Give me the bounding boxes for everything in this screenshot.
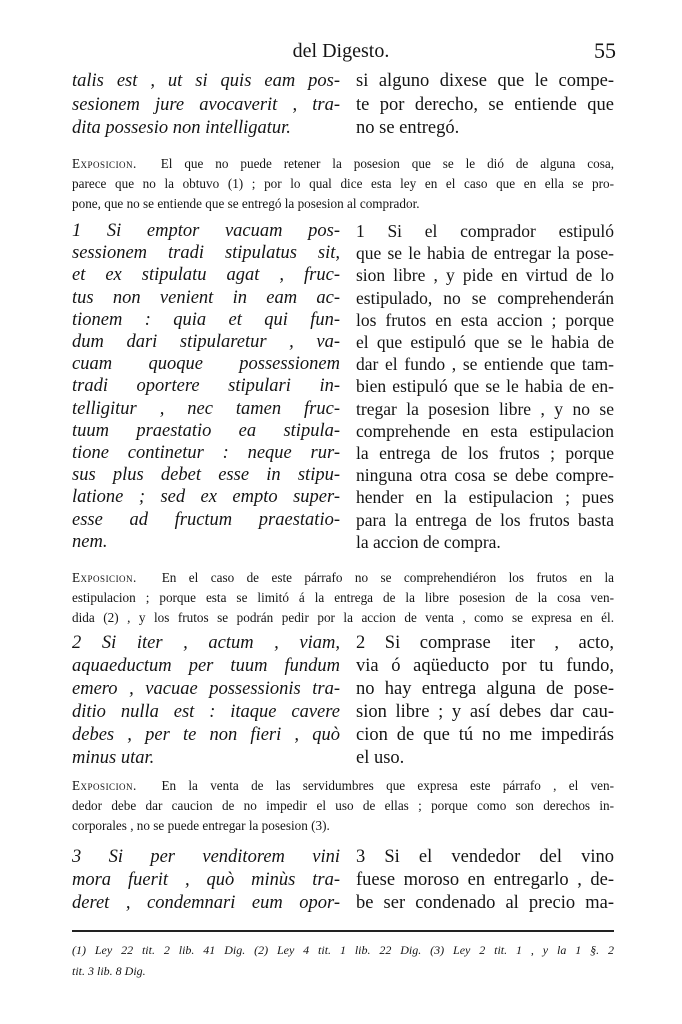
exposicion-label: Exposicion. <box>72 778 137 793</box>
spanish-line: comprehende en esta estipulacion <box>356 420 614 441</box>
spanish-line: te por derecho, se entiende que <box>356 94 614 115</box>
latin-column <box>72 632 340 770</box>
exposicion-line: dedor debe dar caucion de no impedir el uso de ellas ; porque como son derechos in- <box>72 798 614 813</box>
latin-line: esse ad fructum praestatio- <box>72 509 340 530</box>
exposicion-3 <box>72 776 614 836</box>
latin-line: sessionem tradi stipulatus sit, <box>72 243 340 264</box>
spanish-line: no se entregó. <box>356 118 460 138</box>
footnote-divider <box>72 930 614 932</box>
exposicion-label: Exposicion. <box>72 156 137 171</box>
latin-line: tionem : quia et qui fun- <box>72 309 340 330</box>
spanish-line: no hay entrega alguna de pose- <box>356 679 614 699</box>
latin-line: debes , per te non fieri , quò <box>72 725 340 745</box>
exposicion-line: dida (2) , y los frutos se podrán pedir por la accion de venta , como se expresa en él. <box>72 610 614 625</box>
spanish-line: 2 Si comprase iter , acto, <box>356 633 614 653</box>
section-3 <box>72 846 614 918</box>
spanish-column <box>356 846 614 915</box>
exposicion-label: Exposicion. <box>72 570 137 585</box>
latin-column <box>72 846 340 915</box>
latin-line: 2 Si iter , actum , viam, <box>72 633 340 653</box>
spanish-line: tregar la posesion libre , y no se <box>356 398 614 419</box>
spanish-line: fuese moroso en entregarlo , de- <box>356 870 614 890</box>
latin-line: deret , condemnari eum opor- <box>72 893 340 913</box>
spanish-line: sion libre , y pide en virtud de lo <box>356 265 614 286</box>
spanish-line: que se le habia de entregar la pose- <box>356 243 614 264</box>
exposicion-line: Exposicion. El que no puede retener la posesion que se le dió de alguna cosa, <box>72 156 614 171</box>
spanish-line: cion de que tú no me impedirás <box>356 725 614 745</box>
exposicion-line: corporales , no se puede entregar la posesion (3). <box>72 818 330 833</box>
page-number: 55 <box>594 38 616 63</box>
latin-line: cuam quoque possessionem <box>72 354 340 375</box>
spanish-line: hender en la estipulacion ; pues <box>356 487 614 508</box>
text-block-continuation <box>72 70 614 142</box>
spanish-line: ninguna otra cosa se debe compre- <box>356 465 614 486</box>
spanish-line: el que estipuló que se le habia de <box>356 332 614 353</box>
latin-line: telligitur , nec tamen fruc- <box>72 398 340 419</box>
spanish-line: el uso. <box>356 748 405 768</box>
latin-line: latione ; sed ex empto super- <box>72 487 340 508</box>
latin-line: mora fuerit , quò minùs tra- <box>72 870 340 890</box>
spanish-column <box>356 632 614 770</box>
section-2 <box>72 632 614 772</box>
latin-line: talis est , ut si quis eam pos- <box>72 71 340 91</box>
latin-line: tus non venient in eam ac- <box>72 287 340 308</box>
exposicion-line: Exposicion. En el caso de este párrafo no se comprehendiéron los frutos en la <box>72 570 615 585</box>
spanish-line: sion libre ; y así debes dar cau- <box>356 702 614 722</box>
latin-line: 1 Si emptor vacuam pos- <box>72 221 340 241</box>
spanish-line: bien estipuló que se le habia de en- <box>356 376 614 397</box>
spanish-line: para la entrega de los frutos basta <box>356 509 614 530</box>
latin-line: tuum praestatio ea stipula- <box>72 420 340 441</box>
spanish-line: estipulado, no se comprehenderán <box>356 287 614 308</box>
latin-line: minus utar. <box>72 748 155 768</box>
latin-line: sesionem jure avocaverit , tra- <box>72 94 340 115</box>
latin-line: tione continetur : neque rur- <box>72 443 340 464</box>
latin-line: aquaeductum per tuum fundum <box>72 656 340 676</box>
latin-line: 3 Si per venditorem vini <box>72 847 340 867</box>
exposicion-line: parece que no la obtuvo (1) ; por lo qual dice esta ley en el caso que en ella se pro- <box>72 176 614 191</box>
latin-line: et ex stipulatu agat , fruc- <box>72 265 340 286</box>
latin-line: ditio nulla est : itaque cavere <box>72 702 340 722</box>
spanish-line: 1 Si el comprador estipuló <box>356 221 614 241</box>
exposicion-line: pone, que no se entiende que se entregó la posesion al comprador. <box>72 196 420 211</box>
latin-line: sus plus debet esse in stipu- <box>72 465 340 486</box>
section-1 <box>72 220 614 560</box>
exposicion-2 <box>72 568 614 628</box>
footnotes <box>72 940 614 982</box>
spanish-column <box>356 220 614 553</box>
spanish-line: 3 Si el vendedor del vino <box>356 847 614 867</box>
spanish-line: be ser condenado al precio ma- <box>356 893 614 913</box>
latin-line: tradi oportere stipulari in- <box>72 376 340 397</box>
latin-line: emero , vacuae possessionis tra- <box>72 679 340 699</box>
spanish-line: la entrega de los frutos ; porque <box>356 443 614 464</box>
exposicion-1 <box>72 154 614 214</box>
latin-line: dita possesio non intelligatur. <box>72 118 291 138</box>
latin-line: nem. <box>72 531 108 552</box>
spanish-column <box>356 70 614 141</box>
spanish-line: la accion de compra. <box>356 531 501 552</box>
running-header: del Digesto. <box>292 40 390 62</box>
spanish-line: via ó aqüeducto por tu fundo, <box>356 656 614 676</box>
spanish-line: si alguno dixese que le compe- <box>356 71 614 91</box>
footnote-line: tit. 3 lib. 8 Dig. <box>72 964 146 978</box>
spanish-line: los frutos en esta accion ; porque <box>356 309 614 330</box>
spanish-line: dar el fundo , se entiende que tam- <box>356 354 614 375</box>
latin-column <box>72 70 340 141</box>
exposicion-line: Exposicion. En la venta de las servidumbres que expresa este párrafo , el ven- <box>72 778 615 793</box>
exposicion-line: estipulacion ; porque esta se limitó á la entrega de la libre posesion de la cosa ven- <box>72 590 614 605</box>
latin-column <box>72 220 340 553</box>
latin-line: dum dari stipularetur , va- <box>72 332 340 353</box>
footnote-line: (1) Ley 22 tit. 2 lib. 41 Dig. (2) Ley 4 tit. 1 lib. 22 Dig. (3) Ley 2 tit. 1 , y la 1 §. 2 <box>72 943 614 957</box>
